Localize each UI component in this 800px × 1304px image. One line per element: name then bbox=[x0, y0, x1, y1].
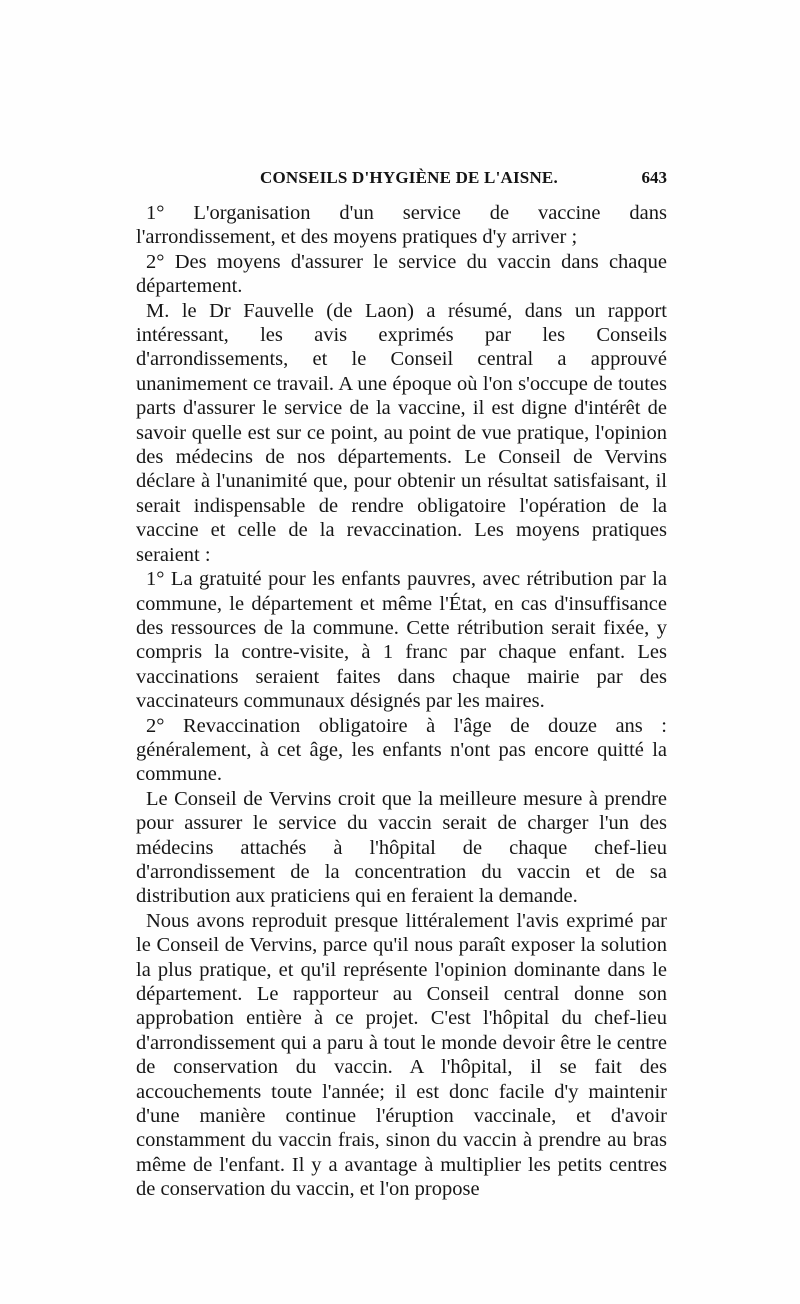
paragraph: Le Conseil de Vervins croit que la meilleure mesure à prendre pour assurer le service du vaccin serait de charger l'un des médecins attachés à l'hôpital de chaque chef-lieu d'arrondissement de la concentration du vaccin et de sa distribution aux praticiens qui en feraient la demande. bbox=[136, 787, 667, 908]
paragraph: M. le Dr Fauvelle (de Laon) a résumé, dans un rapport intéressant, les avis exprimés par les Conseils d'arrondissements, et le Conseil central a approuvé unanimement ce travail. A une époque où l'on s'occupe de toutes parts d'assurer le service de la vaccine, il est digne d'intérêt de savoir quelle est sur ce point, au point de vue pratique, l'opinion des médecins de nos départements. Le Conseil de Vervins déclare à l'unanimité que, pour obtenir un résultat satisfaisant, il serait indispensable de rendre obligatoire l'opération de la vaccine et celle de la revaccination. Les moyens pratiques seraient : bbox=[136, 299, 667, 566]
body-text bbox=[136, 201, 667, 1202]
paragraph: 2° Revaccination obligatoire à l'âge de douze ans : généralement, à cet âge, les enfants n'ont pas encore quitté la commune. bbox=[136, 714, 667, 786]
paragraph: 2° Des moyens d'assurer le service du vaccin dans chaque département. bbox=[136, 250, 667, 298]
page-number: 643 bbox=[641, 168, 667, 187]
running-title: CONSEILS D'HYGIÈNE DE L'AISNE. bbox=[260, 168, 558, 187]
page-header bbox=[136, 168, 667, 192]
paragraph: 1° L'organisation d'un service de vaccine dans l'arrondissement, et des moyens pratiques d'y arriver ; bbox=[136, 202, 667, 249]
paragraph: Nous avons reproduit presque littéralement l'avis exprimé par le Conseil de Vervins, parce qu'il nous paraît exposer la solution la plus pratique, et qu'il représente l'opinion dominante dans le département. Le rapporteur au Conseil central donne son approbation entière à ce projet. C'est l'hôpital du chef-lieu d'arrondissement qui a paru à tout le monde devoir être le centre de conservation du vaccin. A l'hôpital, il se fait des accouchements toute l'année; il est donc facile d'y maintenir d'une manière continue l'éruption vaccinale, et d'avoir constamment du vaccin frais, sinon du vaccin à prendre au bras même de l'enfant. Il y a avantage à multiplier les petits centres de conservation du vaccin, et l'on propose bbox=[136, 909, 667, 1201]
paragraph: 1° La gratuité pour les enfants pauvres, avec rétribution par la commune, le département et même l'État, en cas d'insuffisance des ressources de la commune. Cette rétribution serait fixée, y compris la contre-visite, à 1 franc par chaque enfant. Les vaccinations seraient faites dans chaque mairie par des vaccinateurs communaux désignés par les maires. bbox=[136, 568, 667, 713]
